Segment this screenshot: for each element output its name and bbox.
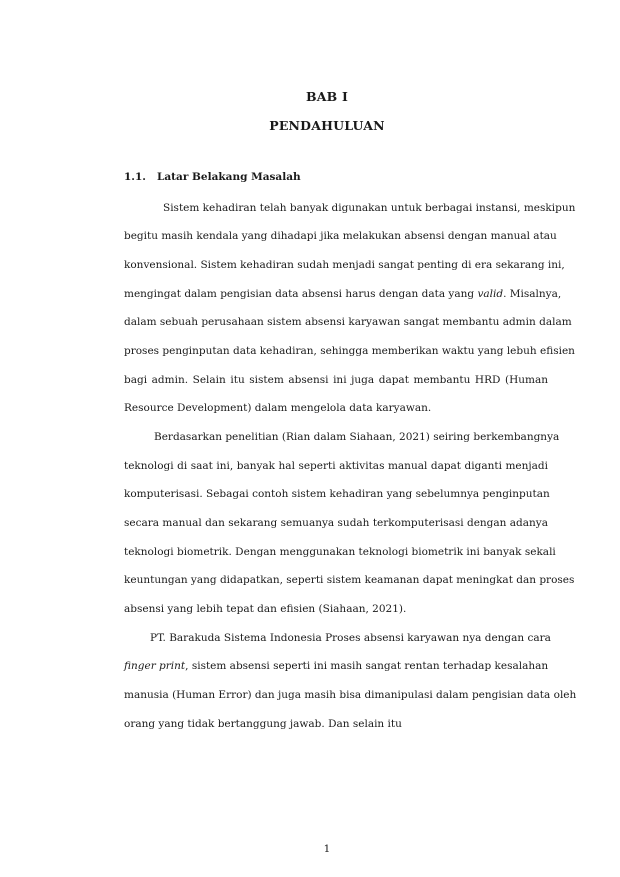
paragraph-line: teknologi biometrik. Dengan menggunakan teknologi biometrik ini banyak sekali — [124, 546, 556, 558]
paragraph-line: absensi yang lebih tepat dan efisien (Siahaan, 2021). — [124, 603, 407, 615]
paragraph-line: proses penginputan data kehadiran, sehingga memberikan waktu yang lebuh efisien — [124, 345, 575, 357]
paragraph-line: manusia (Human Error) dan juga masih bisa dimanipulasi dalam pengisian data oleh — [124, 689, 577, 701]
italic-term: finger print — [124, 660, 186, 672]
paragraph-line: secara manual dan sekarang semuanya sudah terkomputerisasi dengan adanya — [124, 517, 548, 529]
paragraph-line: Berdasarkan penelitian (Rian dalam Siahaan, 2021) seiring berkembangnya — [154, 431, 560, 443]
section-title: Latar Belakang Masalah — [157, 171, 301, 183]
chapter-label: BAB I — [305, 89, 349, 104]
paragraph-line: Sistem kehadiran telah banyak digunakan untuk berbagai instansi, meskipun — [163, 202, 576, 214]
paragraph-line: konvensional. Sistem kehadiran sudah menjadi sangat penting di era sekarang ini, — [124, 259, 565, 271]
page-number: 1 — [323, 843, 331, 855]
section-heading — [124, 171, 301, 183]
paragraph-line: mengingat dalam pengisian data absensi harus dengan data yang valid. Misalnya, — [124, 288, 562, 300]
italic-term: valid — [477, 288, 504, 300]
paragraph-line: Resource Development) dalam mengelola data karyawan. — [124, 402, 432, 414]
paragraph-line: finger print, sistem absensi seperti ini masih sangat rentan terhadap kesalahan — [124, 660, 549, 672]
chapter-title: PENDAHULUAN — [269, 118, 385, 133]
paragraph-line: bagi admin. Selain itu sistem absensi ini juga dapat membantu HRD (Human — [124, 374, 548, 386]
section-number: 1.1. — [124, 171, 146, 183]
paragraph-line: keuntungan yang didapatkan, seperti sistem keamanan dapat meningkat dan proses — [124, 574, 575, 586]
paragraph-line: orang yang tidak bertanggung jawab. Dan selain itu — [124, 718, 402, 730]
paragraph-line: dalam sebuah perusahaan sistem absensi karyawan sangat membantu admin dalam — [124, 316, 572, 328]
paragraph-line: teknologi di saat ini, banyak hal seperti aktivitas manual dapat diganti menjadi — [124, 460, 548, 472]
paragraph-line: komputerisasi. Sebagai contoh sistem kehadiran yang sebelumnya penginputan — [124, 488, 550, 500]
paragraph-line: begitu masih kendala yang dihadapi jika melakukan absensi dengan manual atau — [124, 230, 557, 242]
paragraph-line: PT. Barakuda Sistema Indonesia Proses absensi karyawan nya dengan cara — [150, 632, 551, 644]
